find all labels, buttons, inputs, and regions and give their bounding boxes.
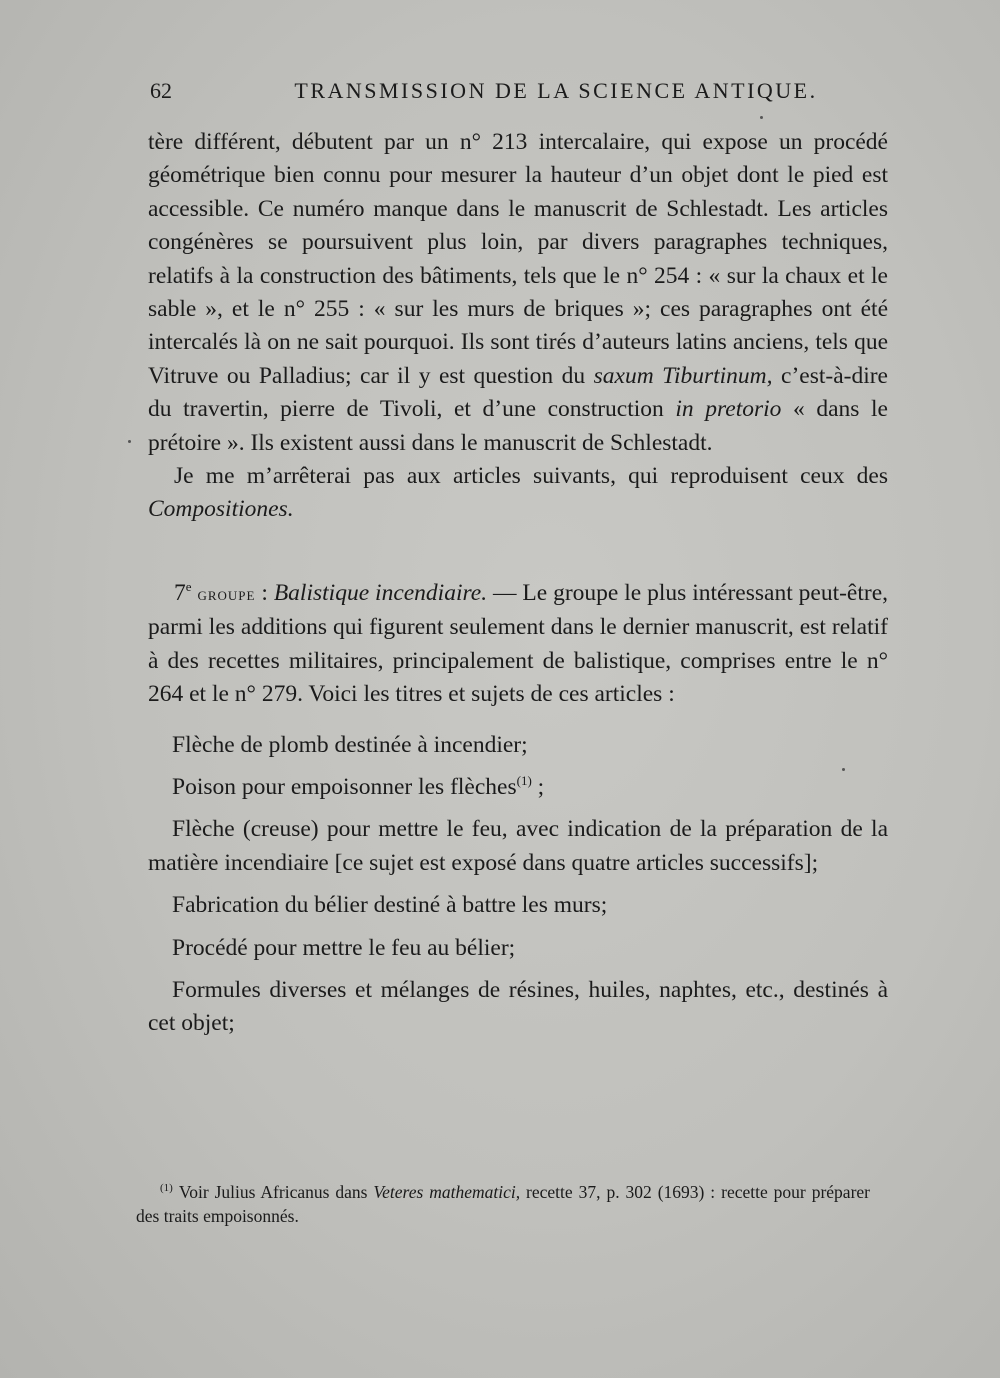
text-run: tère différent, débutent par un n° 213 intercalaire, qui expose un procédé géométrique bien connu pour mesurer la hauteur d’un objet dont le pied est accessible. Ce numéro manque dans le manuscrit de Schlestadt. Les articles congénères se poursuivent plus loin, par divers paragraphes techniques, relatifs à la construction des bâtiments, tels que le n° 254 : « sur la chaux et le sable », et le n° 255 : « sur les murs de briques »; ces paragraphes ont été intercalés là on ne sait pourquoi. Ils sont tirés d’auteurs latins anciens, tels que Vitruve ou Palladius; car il y est question du [148,129,888,389]
italic-term: Compositiones. [148,496,294,523]
section-gap [148,527,888,560]
section-gap [148,560,888,577]
paragraph-2 [148,460,888,527]
ordinal-suffix: e [185,578,192,594]
footnote-mark: (1) [160,1182,173,1194]
text-run: c’est-à-dire du travertin, pierre de Tivoli, et d’une construction [148,362,888,423]
group-number: 7 [174,579,186,606]
running-title: TRANSMISSION DE LA SCIENCE ANTIQUE. [294,78,818,103]
text-run: : [255,579,274,606]
ink-speck [760,116,763,119]
text-run: Poison pour empoisonner les flèches [172,773,517,800]
footnotes [136,1180,870,1228]
main-text [148,126,888,1050]
footnote-ref: (1) [516,772,532,788]
article-list [148,729,888,1041]
paragraph-1 [148,126,888,460]
ink-speck [842,768,845,771]
list-item [148,771,888,804]
list-item: Flèche de plomb destinée à incendier; [172,731,528,758]
ink-speck [128,440,131,443]
list-item: Formules diverses et mélanges de résines, huiles, naphtes, etc., destinés à cet objet; [148,976,888,1037]
text-run: Je me m’arrêterai pas aux articles suivants, qui reproduisent ceux des [174,463,888,490]
paragraph-3 [148,577,888,712]
list-item: Procédé pour mettre le feu au bélier; [172,934,516,961]
group-label: groupe [197,583,256,605]
italic-title: Veteres mathematici, [373,1182,521,1202]
text-run: « dans le prétoire ». Ils existent aussi dans le manuscrit de Schlestadt. [148,396,888,456]
text-run: Voir Julius Africanus dans [178,1182,374,1202]
text-run: ; [537,773,545,800]
text-run: recette 37, p. 302 (1693) : recette pour préparer des traits empoisonnés. [136,1182,870,1226]
running-header [150,78,880,104]
page-number: 62 [150,78,172,103]
italic-term: saxum Tiburtinum, [593,362,773,389]
footnote-1 [136,1180,870,1228]
italic-term: in pretorio [675,396,782,423]
list-item: Flèche (creuse) pour mettre le feu, avec indication de la préparation de la matière incendiaire [ce sujet est exposé dans quatre articles successifs]; [148,816,888,876]
section-title: Balistique incendiaire. [273,579,488,606]
list-item: Fabrication du bélier destiné à battre les murs; [172,892,608,919]
section-gap [148,712,888,729]
text-run: — Le groupe le plus intéressant peut-être, parmi les additions qui figurent seulement dans le dernier manuscrit, est relatif à des recettes militaires, principalement de balistique, comprises entre le n° 264 et le n° 279. Voici les titres et sujets de ces articles : [148,579,889,708]
